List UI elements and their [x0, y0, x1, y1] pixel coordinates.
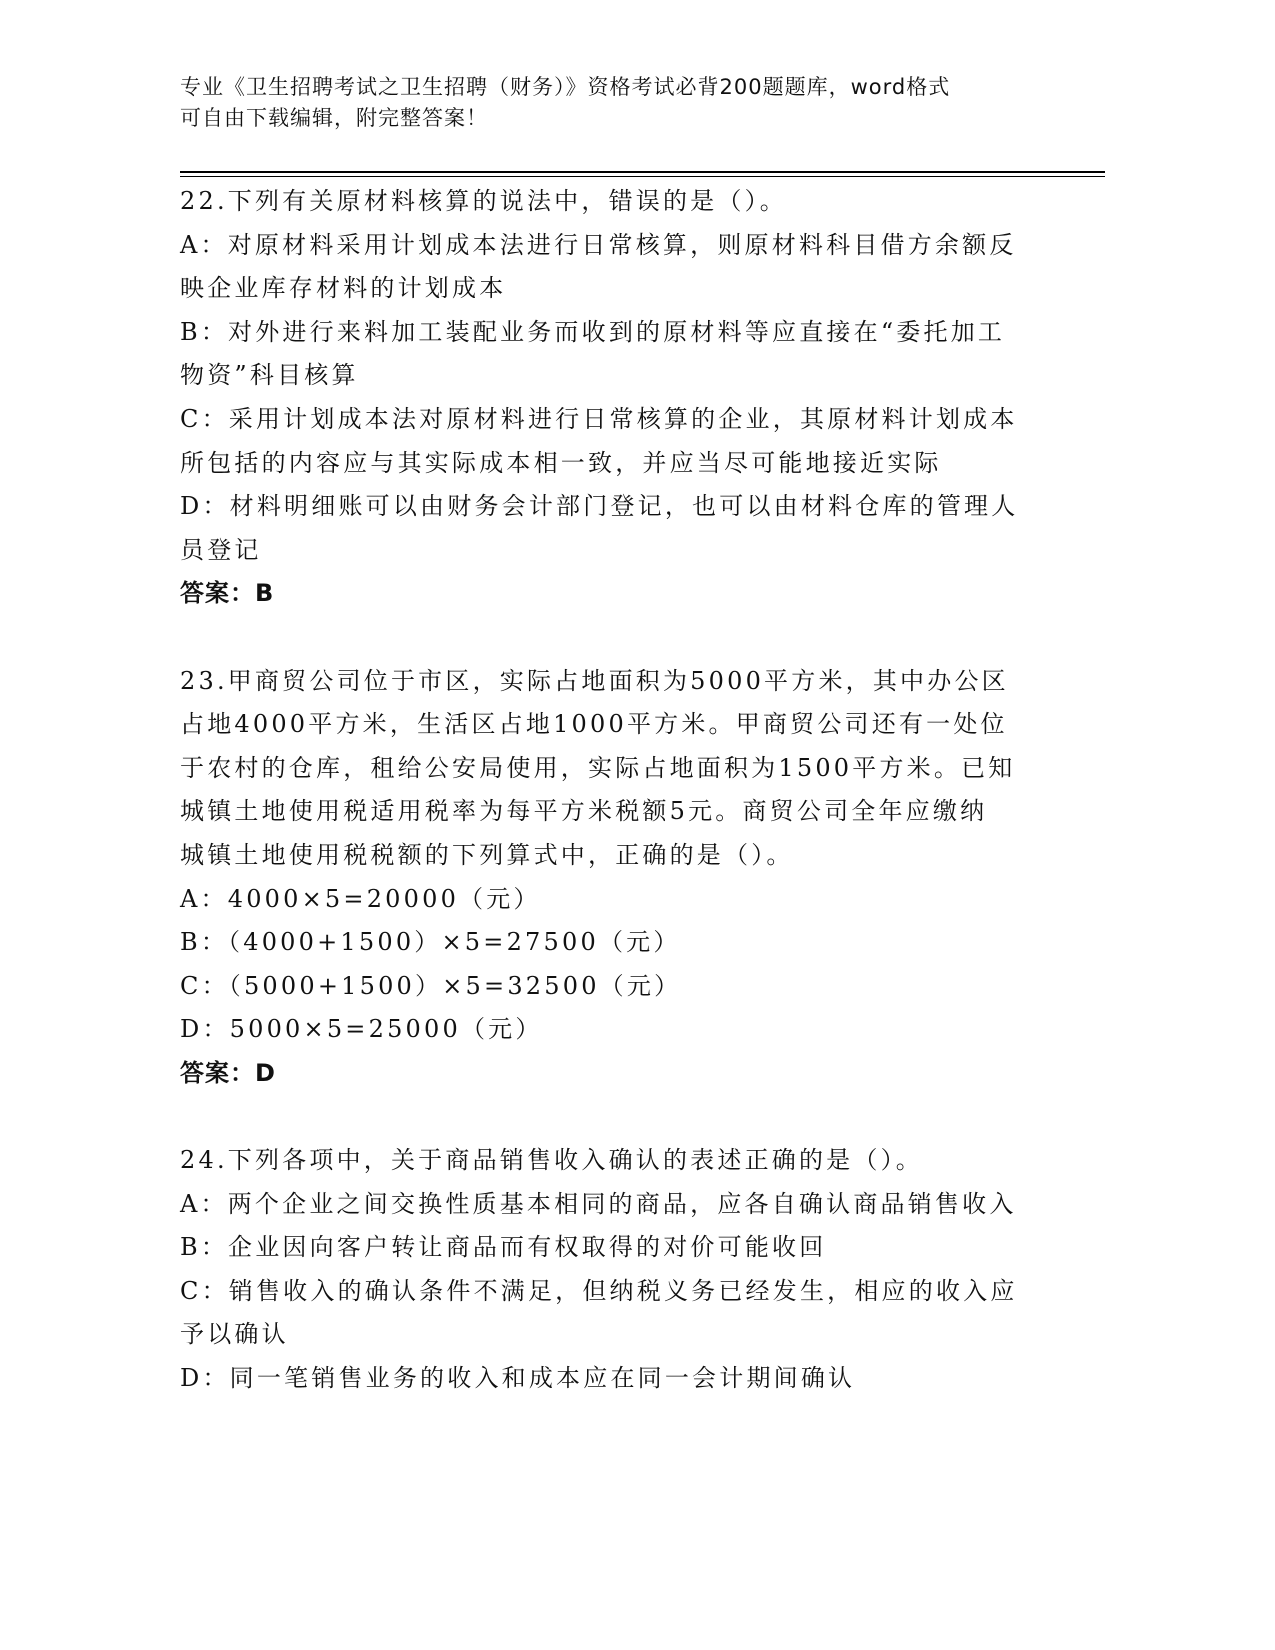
question-stem: 24.下列各项中，关于商品销售收入确认的表述正确的是（）。 — [180, 1146, 923, 1175]
question-line: C：（5000+1500）×5=32500（元） — [180, 971, 682, 1000]
question-stem: 23.甲商贸公司位于市区，实际占地面积为5000平方米，其中办公区 — [180, 666, 1009, 695]
header-line: 专业《卫生招聘考试之卫生招聘（财务）》资格考试必背200题题库，word格式 — [180, 75, 951, 99]
question-list — [180, 180, 1060, 1401]
header-divider — [180, 171, 1105, 173]
question-line: 所包括的内容应与其实际成本相一致，并应当尽可能地接近实际 — [180, 448, 942, 477]
question-line: 物资”科目核算 — [180, 361, 359, 390]
question-block — [180, 1139, 1060, 1401]
question-line: B：企业因向客户转让商品而有权取得的对价可能收回 — [180, 1233, 827, 1262]
question-line: D：材料明细账可以由财务会计部门登记，也可以由材料仓库的管理人 — [180, 492, 1019, 521]
question-line: A：对原材料采用计划成本法进行日常核算，则原材料科目借方余额反 — [180, 230, 1017, 259]
question-line: D：5000×5=25000（元） — [180, 1015, 543, 1044]
question-stem: 22.下列有关原材料核算的说法中，错误的是（）。 — [180, 187, 787, 215]
question-block — [180, 180, 1060, 660]
question-line: 予以确认 — [180, 1320, 289, 1349]
question-line: B：（4000+1500）×5=27500（元） — [180, 928, 681, 957]
question-line: 于农村的仓库，租给公安局使用，实际占地面积为1500平方米。已知 — [180, 753, 1016, 782]
question-line: A：4000×5=20000（元） — [180, 884, 541, 913]
question-line: A：两个企业之间交换性质基本相同的商品，应各自确认商品销售收入 — [180, 1189, 1017, 1218]
question-line: 占地4000平方米，生活区占地1000平方米。甲商贸公司还有一处位 — [180, 710, 1008, 739]
spacer — [180, 616, 1060, 660]
header-divider — [180, 176, 1105, 177]
answer-label: 答案：B — [180, 579, 275, 608]
spacer — [180, 1095, 1060, 1139]
question-line: 城镇土地使用税税额的下列算式中，正确的是（）。 — [180, 840, 794, 869]
question-line: 员登记 — [180, 535, 262, 564]
header-line: 可自由下载编辑，附完整答案！ — [180, 106, 488, 130]
question-block — [180, 660, 1060, 1140]
question-line: C：销售收入的确认条件不满足，但纳税义务已经发生，相应的收入应 — [180, 1276, 1018, 1305]
question-line: D：同一笔销售业务的收入和成本应在同一会计期间确认 — [180, 1364, 856, 1393]
document-header — [180, 72, 1040, 134]
question-line: B：对外进行来料加工装配业务而收到的原材料等应直接在“委托加工 — [180, 317, 1006, 346]
question-line: C：采用计划成本法对原材料进行日常核算的企业，其原材料计划成本 — [180, 404, 1018, 433]
question-line: 城镇土地使用税适用税率为每平方米税额5元。商贸公司全年应缴纳 — [180, 797, 988, 826]
answer-label: 答案：D — [180, 1058, 276, 1087]
question-line: 映企业库存材料的计划成本 — [180, 274, 507, 303]
